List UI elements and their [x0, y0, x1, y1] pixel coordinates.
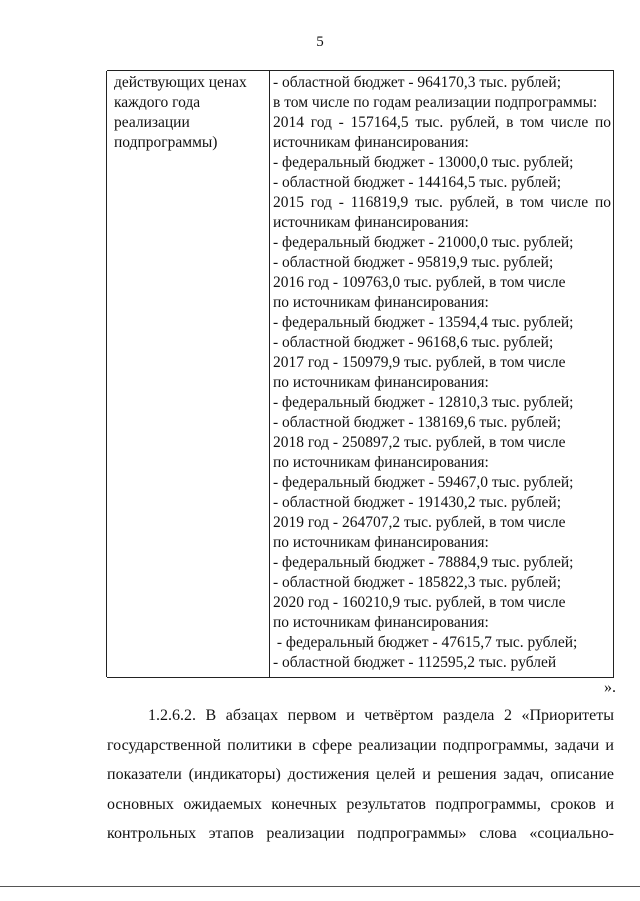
- right-cell-line: по источникам финансирования:: [273, 454, 489, 471]
- right-cell-line: источникам финансирования:: [273, 134, 469, 151]
- table-right-border: [613, 71, 614, 677]
- right-cell-line: 2017 год - 150979,9 тыс. рублей, в том числе: [273, 354, 566, 371]
- left-cell-line: реализации: [114, 114, 190, 131]
- right-cell-line: - областной бюджет - 112595,2 тыс. рублей: [273, 654, 557, 671]
- paragraph-line: показатели (индикаторы) достижения целей и решения задач, описание: [107, 766, 614, 783]
- right-cell-line: - областной бюджет - 185822,3 тыс. рублей;: [273, 574, 562, 591]
- paragraph-line: 1.2.6.2. В абзацах первом и четвёртом раздела 2 «Приоритеты: [148, 707, 614, 724]
- right-cell-line: источникам финансирования:: [273, 214, 469, 231]
- right-cell-line: 2019 год - 264707,2 тыс. рублей, в том числе: [273, 514, 566, 531]
- left-cell-line: подпрограммы): [114, 134, 218, 151]
- table-column-divider: [269, 71, 270, 677]
- right-cell-line: 2018 год - 250897,2 тыс. рублей, в том числе: [273, 434, 566, 451]
- right-cell-line: по источникам финансирования:: [273, 614, 489, 631]
- right-cell-line: - федеральный бюджет - 12810,3 тыс. рублей;: [273, 394, 574, 411]
- right-cell-line: - федеральный бюджет - 13594,4 тыс. рублей;: [273, 314, 574, 331]
- paragraph-line: основных ожидаемых конечных результатов подпрограммы, сроков и: [107, 795, 614, 813]
- right-cell-line: по источникам финансирования:: [273, 534, 489, 551]
- right-cell-line: - областной бюджет - 138169,6 тыс. рублей;: [273, 414, 562, 431]
- page-bottom-rule: [0, 886, 640, 887]
- paragraph-line: контрольных этапов реализации подпрограммы» слова «социально-: [107, 825, 614, 842]
- paragraph-line: государственной политики в сфере реализации подпрограммы, задачи и: [107, 736, 614, 754]
- right-cell-line: в том числе по годам реализации подпрограммы:: [273, 94, 598, 111]
- amendment-paragraph: [107, 701, 614, 849]
- right-cell-line: по источникам финансирования:: [273, 294, 489, 311]
- right-cell-line: - областной бюджет - 964170,3 тыс. рублей;: [273, 74, 562, 91]
- right-cell-line: 2016 год - 109763,0 тыс. рублей, в том числе: [273, 274, 566, 291]
- right-cell-line: - федеральный бюджет - 47615,7 тыс. рублей;: [273, 634, 578, 651]
- right-cell-line: - федеральный бюджет - 21000,0 тыс. рублей;: [273, 234, 574, 251]
- right-cell-line: - областной бюджет - 144164,5 тыс. рублей;: [273, 174, 562, 191]
- right-cell-line: 2020 год - 160210,9 тыс. рублей, в том числе: [273, 594, 566, 611]
- table-left-cell: [114, 73, 264, 153]
- right-cell-line: по источникам финансирования:: [273, 374, 489, 391]
- right-cell-line: - областной бюджет - 191430,2 тыс. рублей;: [273, 494, 562, 511]
- right-cell-line: - областной бюджет - 95819,9 тыс. рублей;: [273, 254, 554, 271]
- right-cell-line: - областной бюджет - 96168,6 тыс. рублей;: [273, 334, 554, 351]
- page-number: 5: [316, 34, 324, 50]
- left-cell-line: действующих ценах: [114, 74, 247, 91]
- left-cell-line: каждого года: [114, 94, 201, 111]
- right-cell-line: 2014 год - 157164,5 тыс. рублей, в том числе по: [273, 114, 611, 131]
- right-cell-line: - федеральный бюджет - 78884,9 тыс. рублей;: [273, 554, 574, 571]
- closing-quote: ».: [604, 679, 616, 696]
- right-cell-line: 2015 год - 116819,9 тыс. рублей, в том числе по: [273, 194, 611, 211]
- right-cell-line: - федеральный бюджет - 59467,0 тыс. рублей;: [273, 474, 574, 491]
- table-left-border: [106, 71, 107, 677]
- table-right-cell: [273, 73, 611, 673]
- right-cell-line: - федеральный бюджет - 13000,0 тыс. рублей;: [273, 154, 574, 171]
